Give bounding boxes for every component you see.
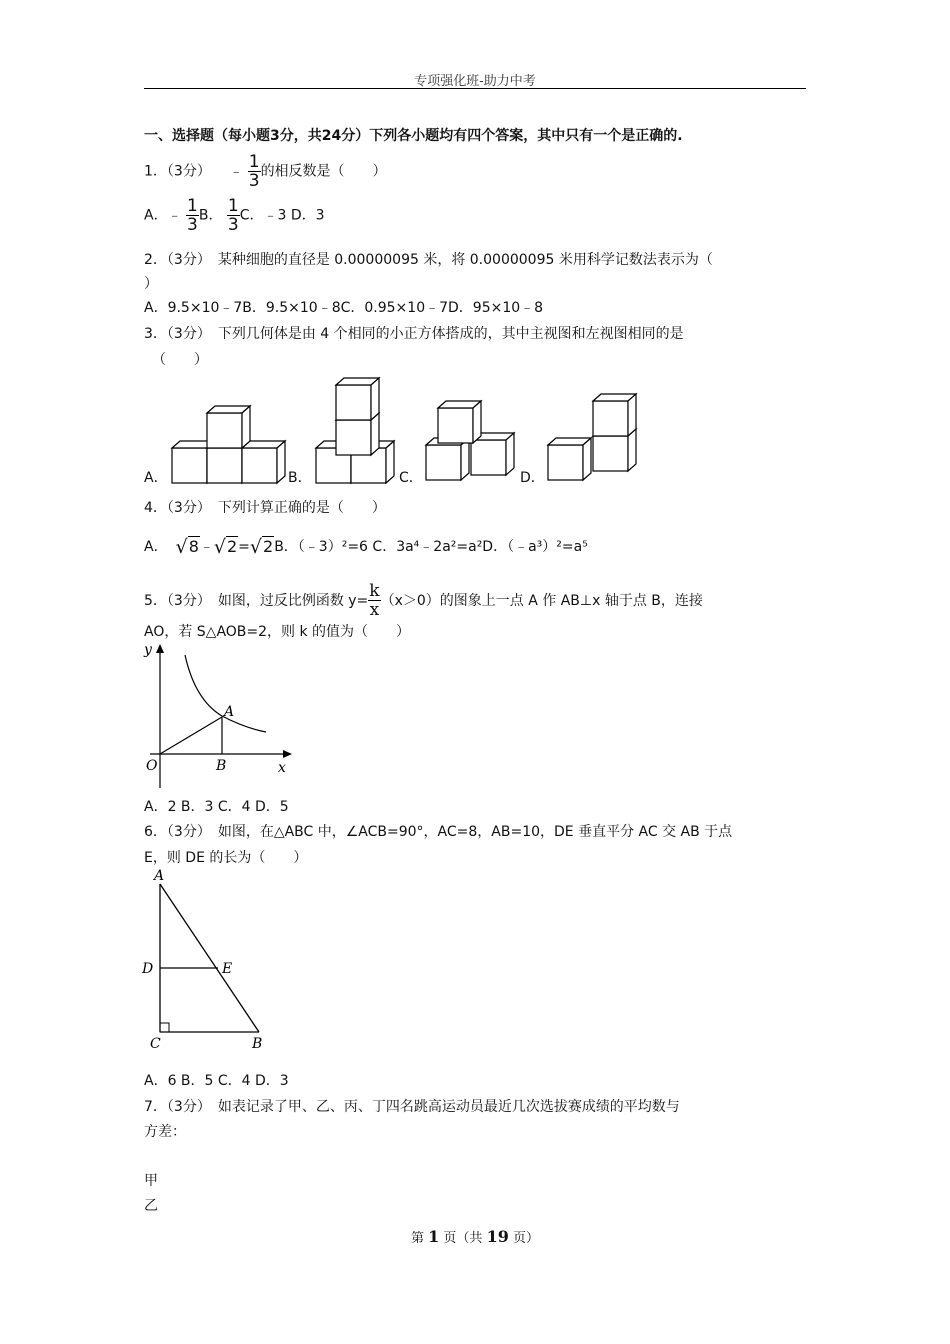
page-footer [0,1227,950,1246]
q4-radicand-2: 2 [226,537,238,556]
q4-minus: ﹣ [199,538,214,555]
q5-segment-ao [160,717,222,754]
q1-fraction [248,153,261,190]
footer-pre: 第 [411,1231,429,1246]
q5-hyperbola [185,655,266,732]
q1-prefix: ﹣ [229,163,244,180]
q2-line1: 2．（3分） 某种细胞的直径是 0.00000095 米，将 0.00000095 米用科学记数法表示为（ [144,252,713,268]
right-angle-icon [160,1023,169,1032]
q5-frac-num: k [369,581,380,601]
q3-figure-a [172,406,285,483]
q6-options: A．6 B．5 C．4 D．3 [144,1073,289,1089]
footer-post: 页） [508,1231,539,1246]
page-header: 专项强化班-助力中考 [414,74,536,89]
sqrt-icon: √ [213,535,226,558]
footer-page-number: 1 [428,1227,440,1246]
q5-rest: （x＞0）的图象上一点 A 作 AB⊥x 轴于点 B，连接 [380,592,703,609]
q4-opt-a-label: A． [144,538,168,555]
header-divider [144,88,806,89]
q4-radicand-1: 8 [188,537,199,556]
q3-label-a: A． [144,470,168,486]
q6-side-ab [160,884,259,1032]
q4-options [144,536,588,557]
arrow-icon [156,644,164,653]
q6-point-b: B [252,1036,263,1052]
q6-point-a: A [154,868,165,884]
q3-line2: （ ） [152,352,208,368]
q1-opt-a-den: 3 [187,215,198,235]
q7-table-row-1: 甲 [144,1173,158,1189]
q5-x-label: x [278,760,286,776]
footer-mid: 页（共 [439,1231,487,1246]
q3-label-b: B． [288,470,312,486]
q5-line2: AO，若 S△AOB=2，则 k 的值为（ ） [144,624,411,640]
q1-opt-rest: C．﹣3 D．3 [239,207,325,224]
q1-opt-b-fraction [227,197,240,234]
q7-line1: 7．（3分） 如表记录了甲、乙、丙、丁四名跳高运动员最近几次选拔赛成绩的平均数与 [144,1099,680,1115]
arrow-icon [283,750,292,758]
footer-total-pages: 19 [486,1227,509,1246]
q4-equals: = [238,538,250,555]
q4-opt-rest: B．（﹣3）²=6 C．3a⁴﹣2a²=a²D．（﹣a³）²=a⁵ [274,538,588,555]
q1-opt-a-num: 1 [187,196,198,216]
q1-opt-b-den: 3 [227,215,239,235]
q3-figure-d [548,394,636,480]
q5-point-o: O [146,758,158,774]
q6-point-e: E [222,961,233,977]
q1-opt-b-num: 1 [227,196,239,216]
sqrt-icon: √ [175,535,188,558]
q6-point-c: C [150,1036,161,1052]
q1-frac-num: 1 [248,152,260,172]
q6-triangle [138,864,278,1056]
q7-table-row-2: 乙 [144,1198,158,1214]
q2-options: A．9.5×10﹣7B．9.5×10﹣8C．0.95×10﹣7D．95×10﹣8 [144,300,544,316]
q1-opt-a: A．﹣ [144,207,182,224]
q5-frac-den: x [369,600,380,620]
q3-figure-b [316,378,394,483]
q1-number: 1．（3分） [144,163,211,180]
q5-point-b: B [216,758,227,774]
q3-label-d: D． [520,470,545,486]
q5-point-a: A [224,704,235,720]
q3-figure-c [426,401,514,480]
q3-label-c: C． [399,470,423,486]
q5-options: A．2 B．3 C．4 D．5 [144,799,289,815]
q1-frac-den: 3 [248,171,260,191]
section-title: 一、选择题（每小题3分，共24分）下列各小题均有四个答案，其中只有一个是正确的. [144,128,683,144]
q6-line2: E，则 DE 的长为（ ） [144,850,308,866]
q4-radicand-3: 2 [263,537,274,556]
q1-opt-b: B． [198,207,223,224]
q5-number: 5．（3分） 如图，过反比例函数 y= [144,592,369,609]
q4-line1: 4．（3分） 下列计算正确的是（ ） [144,500,386,516]
q2-line2: ） [144,276,158,292]
q7-line2: 方差： [144,1124,186,1140]
q6-line1: 6．（3分） 如图，在△ABC 中，∠ACB=90°，AC=8，AB=10，DE 垂直平分 AC 交 AB 于点 [144,824,733,840]
q1-options [144,197,325,234]
q6-point-d: D [142,961,154,977]
q5-fraction [368,582,380,619]
q1-suffix: 的相反数是（ ） [260,163,387,180]
q3-line1: 3．（3分） 下列几何体是由 4 个相同的小正方体搭成的，其中主视图和左视图相同的是 [144,326,684,342]
q1-opt-a-fraction [186,197,199,234]
question-1 [144,153,387,190]
q5-graph [140,640,300,790]
sqrt-icon: √ [249,535,263,558]
q5-y-label: y [144,642,152,658]
q5-line1 [144,582,703,619]
